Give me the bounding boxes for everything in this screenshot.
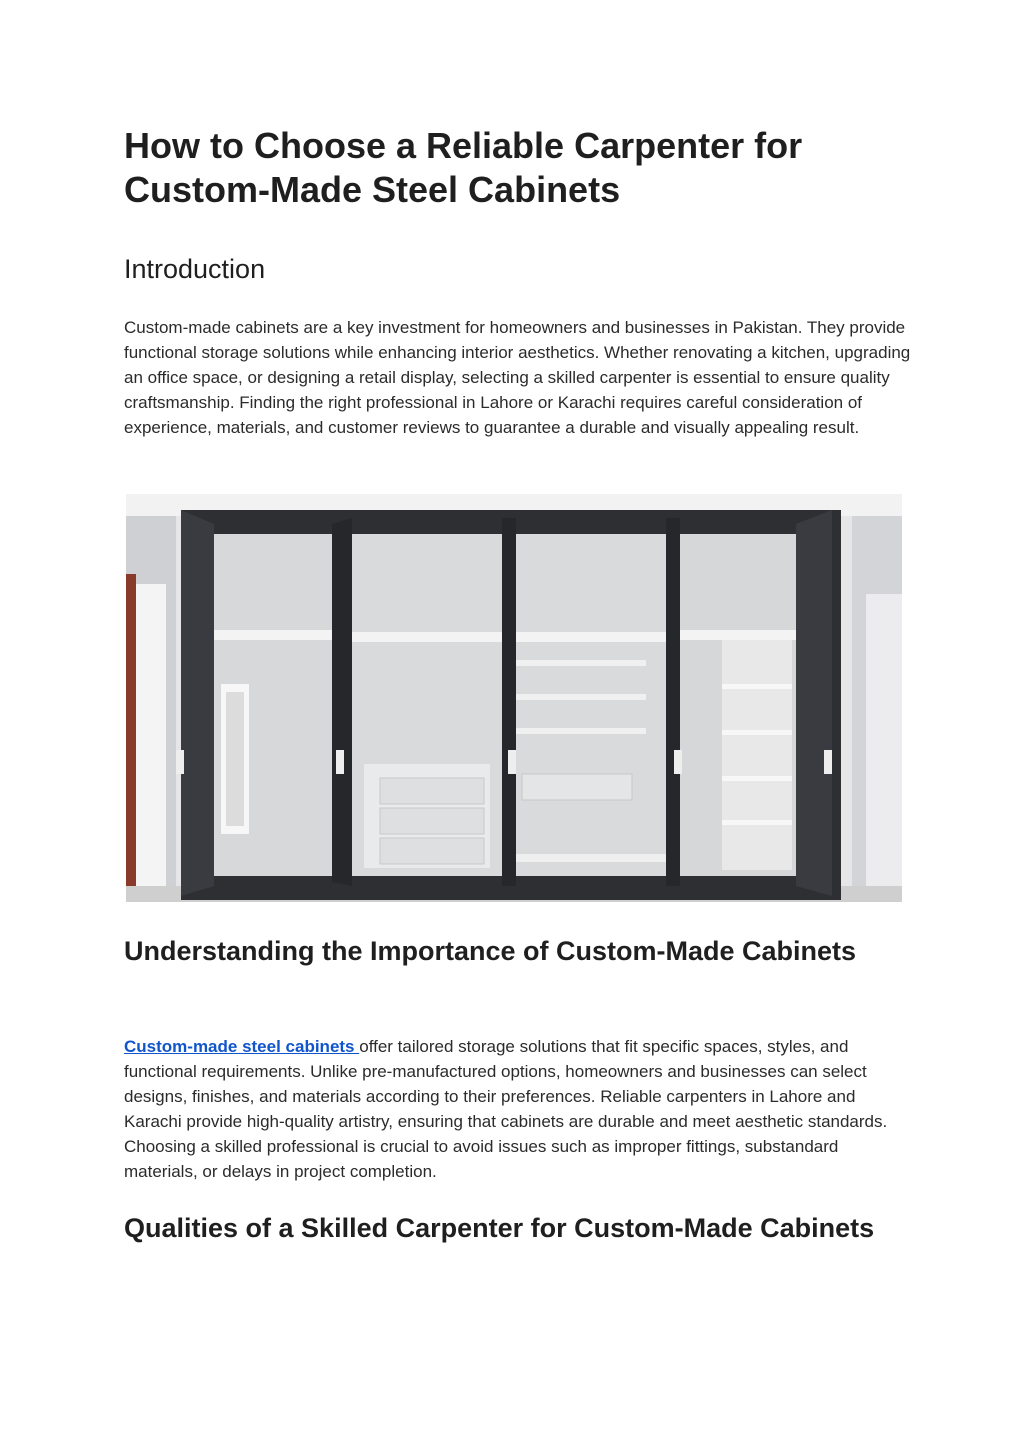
section-paragraph-importance-text: offer tailored storage solutions that fit specific spaces, styles, and functional requirements. Unlike pre-manufactured options, homeowners and businesses can select designs, finishes, and materials according to their preferences. Reliable carpenters in Lahore and Karachi provide high-quality artistry, ensuring that cabinets are durable and meet aesthetic standards. Choosing a skilled professional is crucial to avoid issues such as improper fittings, substandard materials, or delays in project completion. (124, 1037, 888, 1181)
custom-made-steel-cabinets-link[interactable]: Custom-made steel cabinets (124, 1037, 360, 1056)
section-heading-qualities: Qualities of a Skilled Carpenter for Custom-Made Cabinets (124, 1213, 875, 1243)
wardrobe-photo (126, 494, 902, 902)
section-heading-importance: Understanding the Importance of Custom-Made Cabinets (124, 936, 857, 966)
section-paragraph-importance (124, 1034, 914, 1184)
page-title: How to Choose a Reliable Carpenter for Custom-Made Steel Cabinets (124, 125, 803, 210)
section-heading-introduction: Introduction (124, 254, 266, 284)
section-paragraph-introduction: Custom-made cabinets are a key investment for homeowners and businesses in Pakistan. They provide functional storage solutions while enhancing interior aesthetics. Whether renovating a kitchen, upgrading an office space, or designing a retail display, selecting a skilled carpenter is essential to ensure quality craftsmanship. Finding the right professional in Lahore or Karachi requires careful consideration of experience, materials, and customer reviews to guarantee a durable and visually appealing result. (124, 318, 911, 437)
